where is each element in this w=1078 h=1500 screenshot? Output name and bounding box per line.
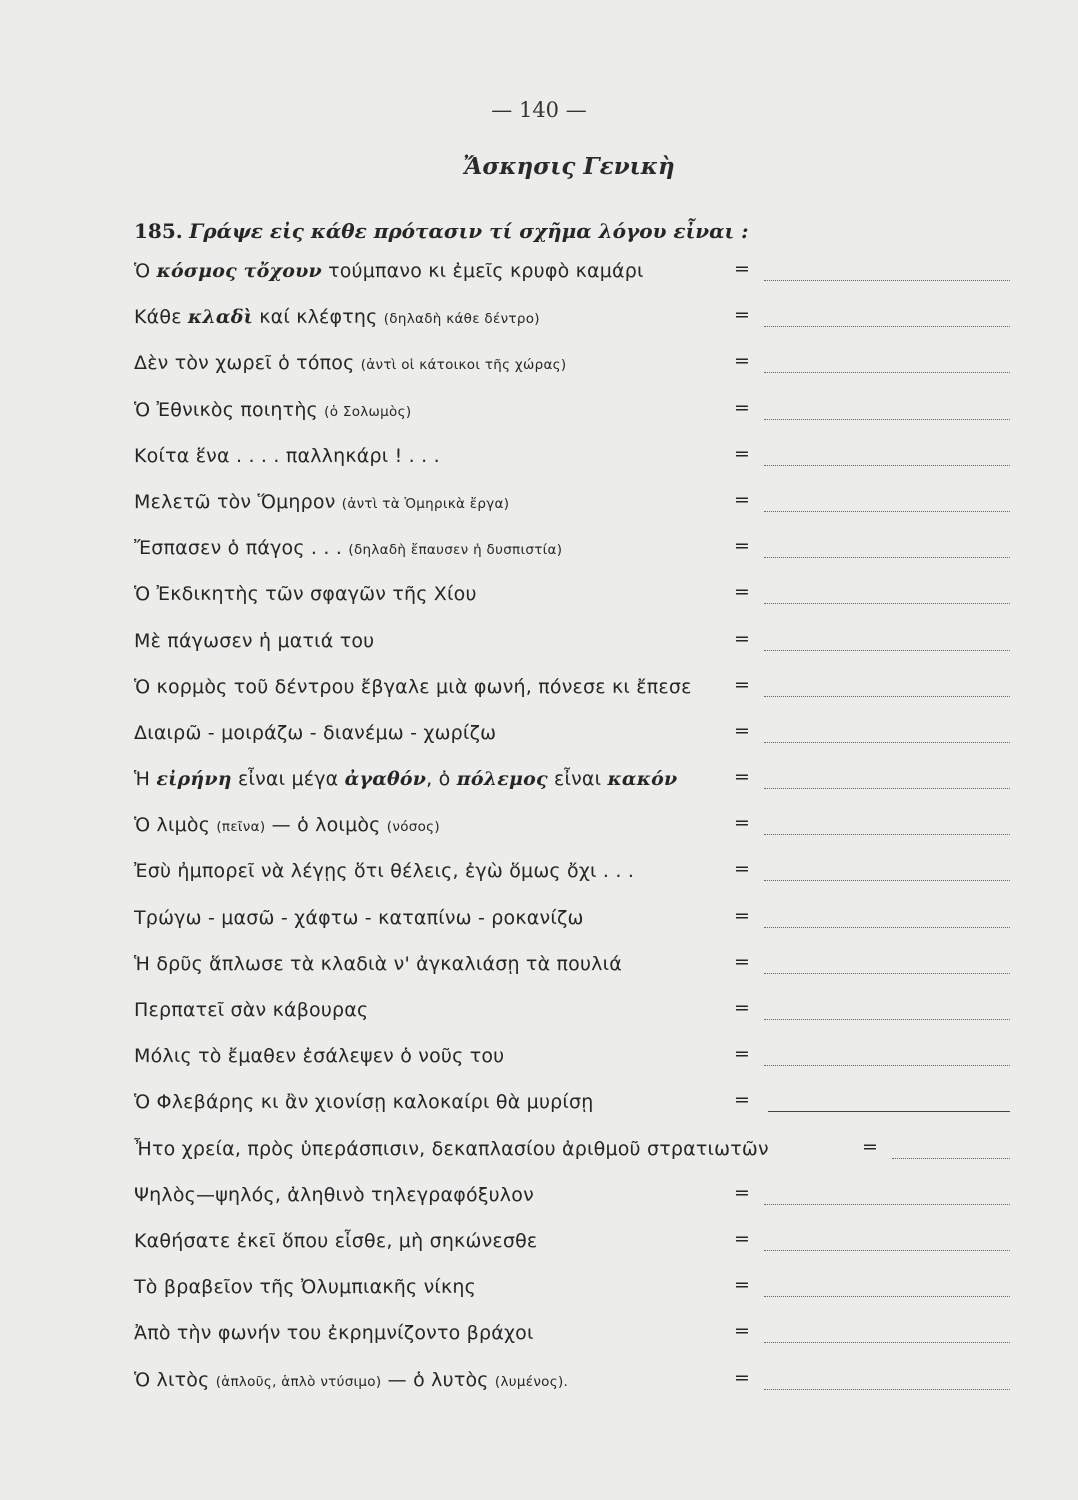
exercise-row [0, 1226, 1078, 1272]
equals-sign: = [734, 904, 750, 927]
phrase-emphasis: κλαδὶ [187, 306, 253, 329]
exercise-phrase [134, 1322, 534, 1344]
equals-sign: = [734, 1227, 750, 1250]
equals-sign: = [734, 627, 750, 650]
equals-sign: = [734, 1043, 750, 1066]
exercise-row [0, 672, 1078, 718]
exercise-row [0, 579, 1078, 625]
phrase-text: εἶναι μέγα [231, 768, 345, 791]
answer-blank [764, 1065, 1010, 1066]
exercise-phrase [134, 630, 374, 652]
equals-sign: = [734, 997, 750, 1019]
answer-blank [764, 1250, 1010, 1251]
exercise-phrase [134, 1138, 769, 1160]
exercise-row [0, 1272, 1078, 1318]
exercise-phrase [134, 953, 622, 975]
exercise-row [0, 764, 1078, 810]
exercise-phrase [134, 722, 496, 744]
phrase-note: (ἀντὶ τὰ Ὁμηρικὰ ἔργα) [341, 495, 510, 512]
phrase-text: Ἡ [134, 768, 157, 791]
answer-blank [764, 788, 1010, 789]
equals-sign: = [734, 1366, 750, 1389]
exercise-row [0, 348, 1078, 394]
exercise-row [0, 533, 1078, 579]
phrase-emphasis: πόλεμος [456, 768, 548, 791]
phrase-text: Ψηλὸς—ψηλός, ἀληθινὸ τηλεγραφόξυλον [134, 1183, 534, 1206]
phrase-text: Δὲν τὸν χωρεῖ ὁ τόπος [134, 352, 361, 375]
answer-blank [764, 973, 1010, 974]
answer-blank [764, 603, 1010, 604]
answer-blank [764, 1019, 1010, 1020]
exercise-phrase [134, 1230, 537, 1252]
equals-sign: = [734, 488, 750, 511]
phrase-text: Κοίτα ἕνα . . . . παλληκάρι ! . . . [134, 444, 440, 467]
answer-blank [764, 326, 1010, 327]
answer-blank [764, 1296, 1010, 1297]
phrase-emphasis: κόσμος τὄχουν [156, 260, 322, 282]
exercise-phrase [134, 352, 566, 374]
answer-blank [764, 372, 1010, 373]
phrase-text: Μόλις τὸ ἔμαθεν ἐσάλεψεν ὁ νοῦς του [134, 1045, 505, 1068]
exercise-phrase [134, 1276, 476, 1298]
exercise-phrase [134, 399, 411, 421]
equals-sign: = [734, 350, 750, 373]
exercise-row [0, 626, 1078, 672]
exercise-instruction: Γράψε εἰς κάθε πρότασιν τί σχῆμα λόγου εἶναι : [189, 219, 749, 243]
exercise-phrase [134, 907, 584, 929]
phrase-text: Ὁ λιμὸς [134, 814, 217, 837]
exercise-phrase [134, 676, 692, 698]
phrase-text: Ἦτο χρεία, πρὸς ὑπεράσπισιν, δεκαπλασίου ἀριθμοῦ στρατιωτῶν [134, 1137, 769, 1160]
equals-sign: = [734, 950, 750, 973]
exercise-row [0, 441, 1078, 487]
exercise-row [0, 949, 1078, 995]
exercise-heading [134, 219, 749, 243]
phrase-text: Περπατεῖ σὰν κάβουρας [134, 999, 369, 1021]
phrase-text: Ὁ Ἐθνικὸς ποιητὴς [134, 398, 325, 421]
phrase-text: Διαιρῶ - μοιράζω - διανέμω - χωρίζω [134, 721, 497, 744]
answer-blank [764, 834, 1010, 835]
exercise-phrase [134, 1184, 534, 1206]
phrase-text: Μὲ πάγωσεν ἡ ματιά του [134, 629, 375, 652]
phrase-emphasis: κακόν [607, 768, 678, 791]
exercise-row [0, 856, 1078, 902]
exercise-row [0, 1180, 1078, 1226]
equals-sign: = [734, 258, 750, 280]
equals-sign: = [862, 1135, 878, 1158]
equals-sign: = [734, 858, 750, 881]
exercise-row [0, 903, 1078, 949]
exercise-phrase [134, 445, 440, 467]
answer-blank [764, 465, 1010, 466]
phrase-note: (ἀντὶ οἱ κάτοικοι τῆς χώρας) [360, 357, 567, 374]
phrase-text: Καθήσατε ἐκεῖ ὅπου εἶσθε, μὴ σηκώνεσθε [134, 1229, 538, 1252]
phrase-note: (δηλαδὴ ἔπαυσεν ἡ δυσπιστία) [348, 542, 563, 559]
exercise-row [0, 487, 1078, 533]
phrase-text: Ὁ [134, 260, 157, 282]
equals-sign: = [734, 581, 750, 604]
phrase-note: (λυμένος). [494, 1373, 569, 1390]
equals-sign: = [734, 1181, 750, 1204]
equals-sign: = [734, 304, 750, 327]
phrase-emphasis: ἀγαθόν [344, 768, 427, 791]
exercise-phrase [134, 306, 540, 328]
exercise-number: 185. [134, 219, 183, 243]
exercise-phrase [134, 814, 440, 836]
exercise-row [0, 256, 1078, 302]
equals-sign: = [734, 442, 750, 465]
exercise-row [0, 1318, 1078, 1364]
phrase-text: Ὁ λιτὸς [134, 1368, 216, 1391]
exercise-phrase [134, 491, 509, 513]
exercise-row [0, 1041, 1078, 1087]
phrase-text: — ὁ λυτὸς [381, 1368, 495, 1391]
exercise-row [0, 995, 1078, 1041]
answer-blank [764, 419, 1010, 420]
phrase-text: Ὁ Ἐκδικητὴς τῶν σφαγῶν τῆς Χίου [134, 583, 477, 606]
page-number: — 140 — [491, 98, 587, 122]
equals-sign: = [734, 812, 750, 835]
answer-blank [764, 650, 1010, 651]
exercise-row [0, 1087, 1078, 1133]
exercise-phrase [134, 260, 644, 282]
exercise-row [0, 1134, 1078, 1180]
answer-blank [764, 927, 1010, 928]
phrase-note: (πεῖνα) [216, 819, 266, 836]
phrase-text: Τρώγω - μασῶ - χάφτω - καταπίνω - ροκανίζω [134, 906, 584, 929]
exercise-phrase [134, 1091, 594, 1113]
exercise-row [0, 810, 1078, 856]
exercise-row [0, 718, 1078, 764]
exercise-phrase [134, 583, 477, 605]
exercise-phrase [134, 1045, 504, 1067]
answer-blank [764, 280, 1010, 281]
answer-blank [764, 1389, 1010, 1390]
phrase-text: — ὁ λοιμὸς [265, 814, 387, 837]
exercise-phrase [134, 999, 368, 1021]
equals-sign: = [734, 1274, 750, 1297]
phrase-note: (ὁ Σολωμὸς) [324, 403, 412, 420]
phrase-text: τούμπανο κι ἐμεῖς κρυφὸ καμάρι [321, 260, 644, 282]
exercise-list [0, 256, 1078, 1411]
phrase-text: Τὸ βραβεῖον τῆς Ὀλυμπιακῆς νίκης [134, 1276, 477, 1299]
exercise-row [0, 302, 1078, 348]
phrase-text: Ὁ Φλεβάρης κι ἂν χιονίσῃ καλοκαίρι θὰ μυρίσῃ [134, 1091, 594, 1114]
phrase-emphasis: εἰρήνη [156, 768, 232, 791]
phrase-text: Ἐσὺ ἠμπορεῖ νὰ λέγῃς ὅτι θέλεις, ἐγὼ ὅμως ὄχι . . . [134, 860, 635, 883]
answer-blank [764, 557, 1010, 558]
phrase-text: Ὁ κορμὸς τοῦ δέντρου ἔβγαλε μιὰ φωνή, πόνεσε κι ἔπεσε [134, 675, 692, 698]
phrase-text: εἶναι [547, 768, 608, 791]
phrase-text: Ἀπὸ τὴν φωνήν του ἐκρημνίζοντο βράχοι [134, 1322, 534, 1345]
phrase-text: καί κλέφτης [252, 306, 384, 329]
phrase-text: Κάθε [134, 306, 188, 329]
answer-blank [764, 880, 1010, 881]
phrase-text: Μελετῶ τὸν Ὅμηρον [134, 490, 342, 513]
equals-sign: = [734, 766, 750, 789]
exercise-phrase [134, 1369, 568, 1391]
exercise-phrase [134, 768, 677, 790]
equals-sign: = [734, 673, 750, 696]
answer-blank [764, 511, 1010, 512]
answer-blank [768, 1111, 1010, 1112]
exercise-row [0, 395, 1078, 441]
exercise-phrase [134, 860, 634, 882]
phrase-text: Ἡ δρῦς ἅπλωσε τὰ κλαδιὰ ν' ἀγκαλιάσῃ τὰ πουλιά [134, 952, 622, 975]
answer-blank [764, 1342, 1010, 1343]
equals-sign: = [734, 396, 750, 419]
answer-blank [892, 1158, 1010, 1159]
answer-blank [764, 742, 1010, 743]
phrase-note: (δηλαδὴ κάθε δέντρο) [383, 311, 540, 328]
phrase-note: (ἁπλοῦς, ἁπλὸ ντύσιμο) [215, 1373, 382, 1390]
answer-blank [764, 1204, 1010, 1205]
phrase-text: , ὁ [426, 768, 457, 791]
answer-blank [764, 696, 1010, 697]
exercise-phrase [134, 537, 562, 559]
exercise-row [0, 1365, 1078, 1411]
equals-sign: = [734, 1089, 750, 1112]
section-title: Ἄσκησις Γενικὴ [463, 153, 675, 180]
phrase-note: (νόσος) [386, 819, 440, 836]
equals-sign: = [734, 1320, 750, 1343]
phrase-text: Ἔσπασεν ὁ πάγος . . . [134, 537, 349, 560]
equals-sign: = [734, 719, 750, 742]
equals-sign: = [734, 535, 750, 558]
